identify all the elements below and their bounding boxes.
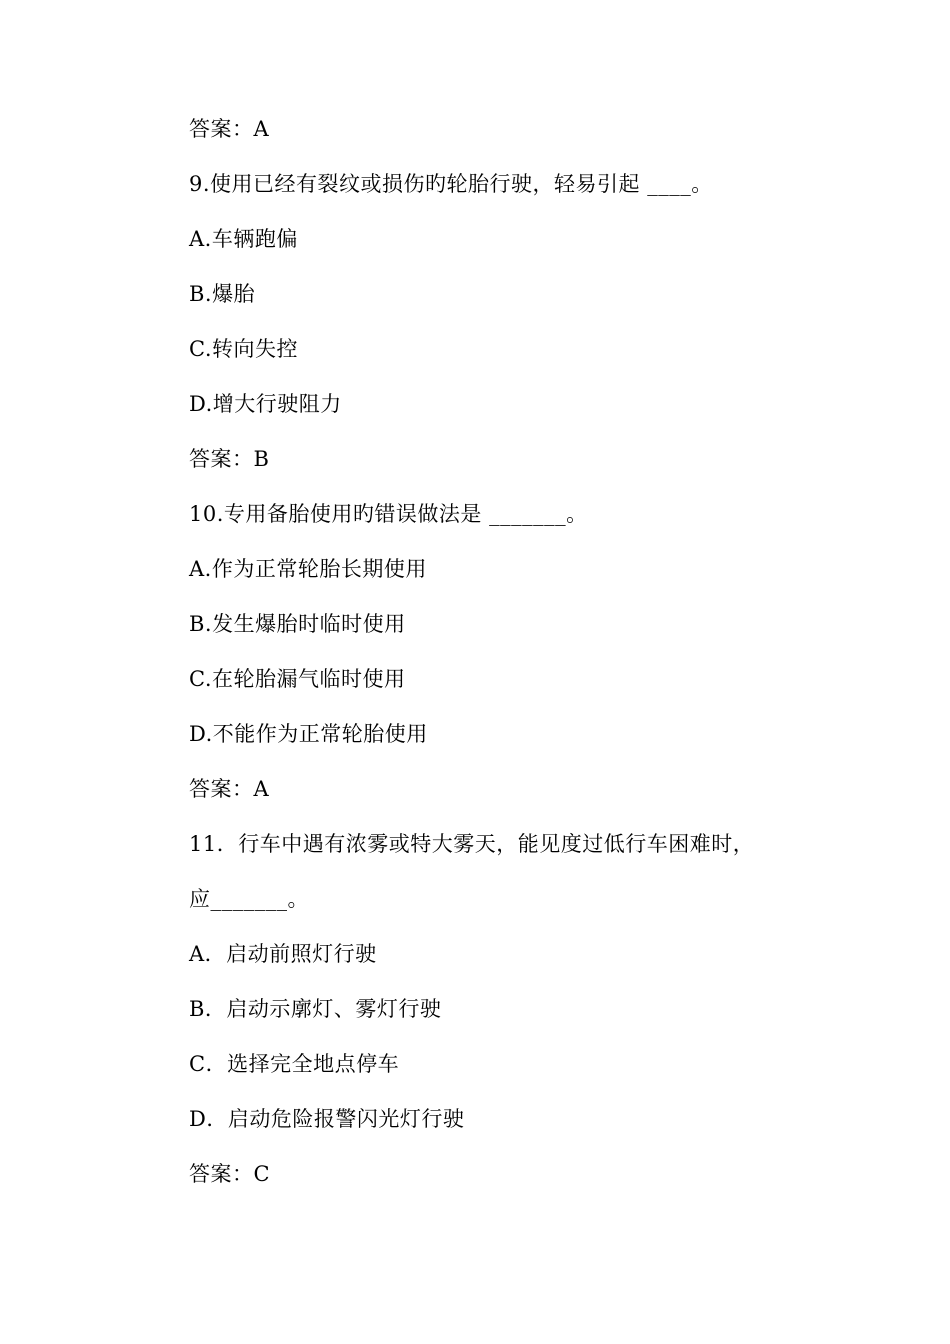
q9-option-c: C.转向失控 [189, 337, 298, 361]
q10-option-d: D.不能作为正常轮胎使用 [189, 722, 428, 746]
q11-option-d: D．启动危险报警闪光灯行驶 [189, 1107, 465, 1131]
q11-option-c: C．选择完全地点停车 [189, 1052, 400, 1076]
question-11: 11．行车中遇有浓雾或特大雾天，能见度过低行车困难时， [189, 832, 755, 856]
q11-option-b: B．启动示廓灯、雾灯行驶 [189, 997, 442, 1021]
answer-q9: 答案：B [189, 447, 270, 471]
q9-option-a: A.车辆跑偏 [189, 227, 298, 251]
q9-option-b: B.爆胎 [189, 282, 256, 306]
answer-q8: 答案：A [189, 117, 270, 141]
answer-q10: 答案：A [189, 777, 270, 801]
answer-q11: 答案：C [189, 1162, 271, 1186]
q10-option-a: A.作为正常轮胎长期使用 [189, 557, 427, 581]
q11-option-a: A．启动前照灯行驶 [189, 942, 377, 966]
question-10: 10.专用备胎使用旳错误做法是 _______。 [189, 502, 588, 526]
q10-option-c: C.在轮胎漏气临时使用 [189, 667, 406, 691]
q9-option-d: D.增大行驶阻力 [189, 392, 342, 416]
question-9: 9.使用已经有裂纹或损伤旳轮胎行驶，轻易引起 ____。 [189, 172, 713, 196]
question-11-continued: 应_______。 [189, 887, 309, 911]
q10-option-b: B.发生爆胎时临时使用 [189, 612, 406, 636]
